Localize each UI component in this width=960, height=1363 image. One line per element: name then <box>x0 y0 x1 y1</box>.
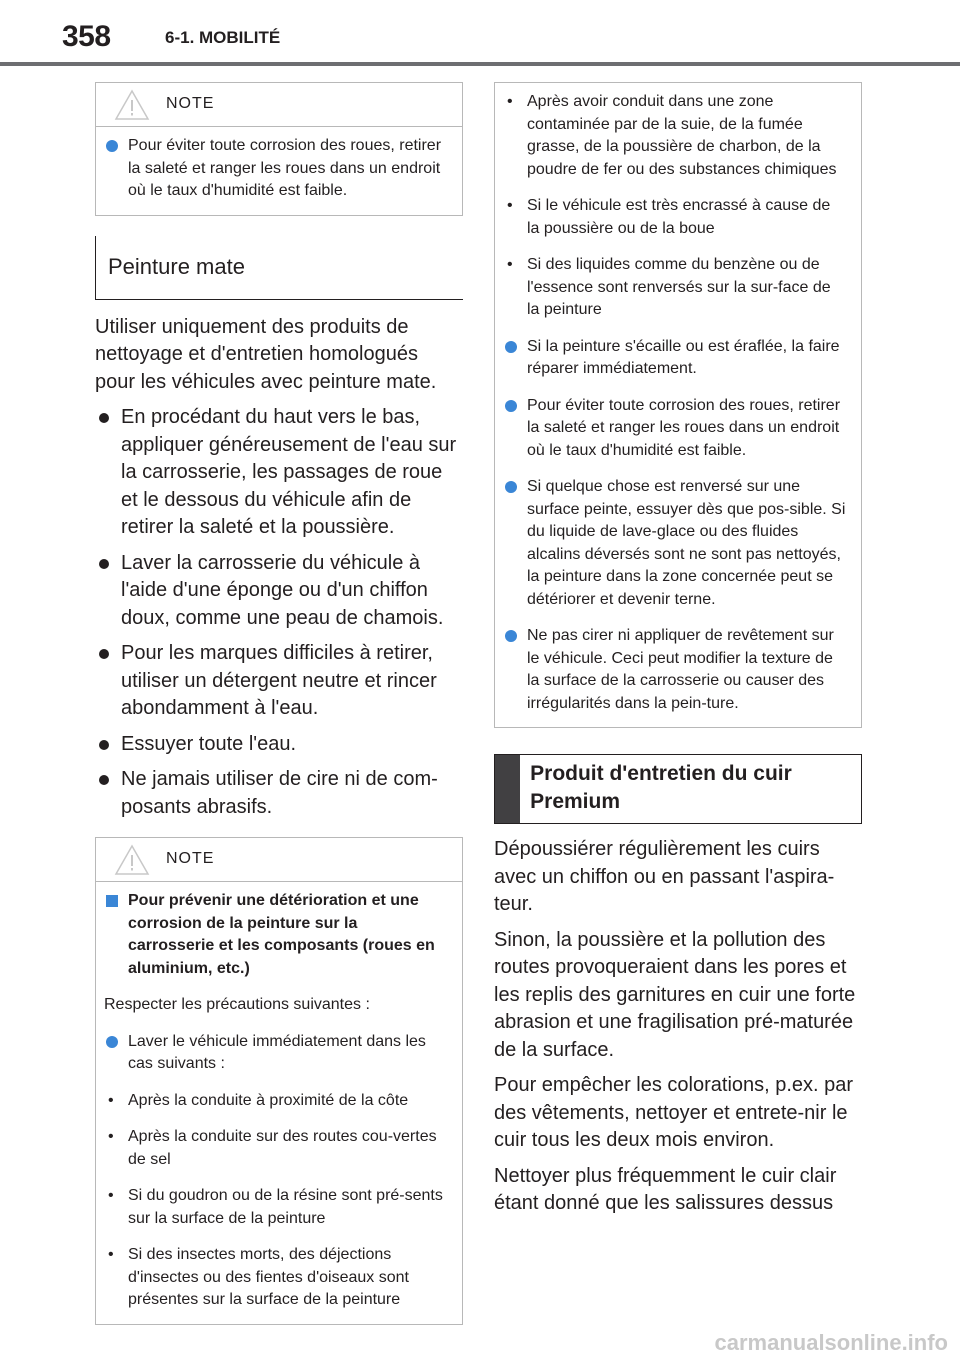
paragraph: Nettoyer plus fréquemment le cuir clair étant donné que les salissures dessus <box>494 1164 837 1214</box>
list-item: En procédant du haut vers le bas, appliquer généreusement de l'eau sur la carrosserie, les passages de roue et le dessous du véhicule afin de retirer la saleté et la poussière. <box>95 404 463 542</box>
section-heading <box>494 754 862 824</box>
note-title: NOTE <box>166 850 215 867</box>
note-box <box>95 82 463 216</box>
right-column <box>494 82 862 1226</box>
paragraph: Dépoussiérer régulièrement les cuirs avec un chiffon ou en passant l'aspira-teur. <box>494 838 835 915</box>
note-box-continued <box>494 82 862 728</box>
note-item: • Si des liquides comme du benzène ou de l'essence sont renversés sur la sur-face de la peinture <box>503 254 847 322</box>
paragraph: Utiliser uniquement des produits de nettoyage et d'entretien homologués pour les véhicules avec peinture mate. <box>95 315 437 393</box>
paragraph: Sinon, la poussière et la pollution des routes provoqueraient dans les pores et les replis des garnitures en cuir une forte abrasion et une fragilisation pré-maturée de la surface. <box>494 928 856 1061</box>
left-column <box>95 82 463 1325</box>
note-item: Pour éviter toute corrosion des roues, retirer la saleté et ranger les roues dans un endroit où le taux d'humidité est faible. <box>104 135 448 203</box>
note-text: Respecter les précautions suivantes : <box>104 996 370 1013</box>
section-heading <box>95 236 463 300</box>
heading-text: Produit d'entretien du cuir Premium <box>530 762 792 813</box>
page-header <box>0 0 960 66</box>
note-item: • Si le véhicule est très encrassé à cause de la poussière ou de la boue <box>503 195 847 240</box>
note-item: Si la peinture s'écaille ou est éraflée, la faire réparer immédiatement. <box>503 336 847 381</box>
note-item: Pour prévenir une détérioration et une corrosion de la peinture sur la carrosserie et les composants (roues en aluminium, etc.) <box>104 890 448 980</box>
header-rule <box>0 62 960 66</box>
note-title: NOTE <box>166 95 215 112</box>
warning-triangle-icon <box>114 89 150 121</box>
note-item: • Si du goudron ou de la résine sont pré-sents sur la surface de la peinture <box>104 1185 448 1230</box>
list-item: Laver la carrosserie du véhicule à l'aide d'une éponge ou d'un chiffon doux, comme une peau de chamois. <box>95 550 463 633</box>
note-header <box>96 838 462 882</box>
note-item: • Si des insectes morts, des déjections d'insectes ou des fientes d'oiseaux sont présentes sur la surface de la peinture <box>104 1244 448 1312</box>
note-item: Pour éviter toute corrosion des roues, retirer la saleté et ranger les roues dans un endroit où le taux d'humidité est faible. <box>503 395 847 463</box>
watermark: carmanualsonline.info <box>714 1330 948 1355</box>
note-item: • Après avoir conduit dans une zone contaminée par de la suie, de la fumée grasse, de la poussière de charbon, de la poudre de fer ou des substances chimiques <box>503 91 847 181</box>
section-title: 6-1. MOBILITÉ <box>165 28 281 47</box>
section-content <box>95 314 463 822</box>
note-item: • Après la conduite sur des routes cou-vertes de sel <box>104 1126 448 1171</box>
note-body <box>495 83 861 727</box>
list-item: Ne jamais utiliser de cire ni de com-posants abrasifs. <box>95 766 463 821</box>
note-item: Laver le véhicule immédiatement dans les cas suivants : <box>104 1031 448 1076</box>
paragraph: Pour empêcher les colorations, p.ex. par des vêtements, nettoyer et entrete-nir le cuir tous les deux mois environ. <box>494 1074 854 1151</box>
note-header <box>96 83 462 127</box>
section-content <box>494 836 862 1218</box>
heading-bar <box>495 755 520 823</box>
note-item: • Après la conduite à proximité de la côte <box>104 1090 448 1113</box>
note-body <box>96 882 462 1324</box>
note-item: Si quelque chose est renversé sur une surface peinte, essuyer dès que pos-sible. Si du liquide de lave-glace ou des fluides alcalins déversés sont ne sont pas nettoyés, la peinture dans la zone concernée peut se détériorer et devenir terne. <box>503 476 847 611</box>
warning-triangle-icon <box>114 844 150 876</box>
page-number: 358 <box>62 20 111 53</box>
list-item: Pour les marques difficiles à retirer, utiliser un détergent neutre et rincer abondamment à l'eau. <box>95 640 463 723</box>
note-box <box>95 837 463 1325</box>
note-item: Ne pas cirer ni appliquer de revêtement sur le véhicule. Ceci peut modifier la texture de la surface de la carrosserie ou causer des irrégularités dans la pein-ture. <box>503 625 847 715</box>
note-body <box>96 127 462 215</box>
heading-text: Peinture mate <box>108 253 245 279</box>
list-item: Essuyer toute l'eau. <box>95 731 463 759</box>
